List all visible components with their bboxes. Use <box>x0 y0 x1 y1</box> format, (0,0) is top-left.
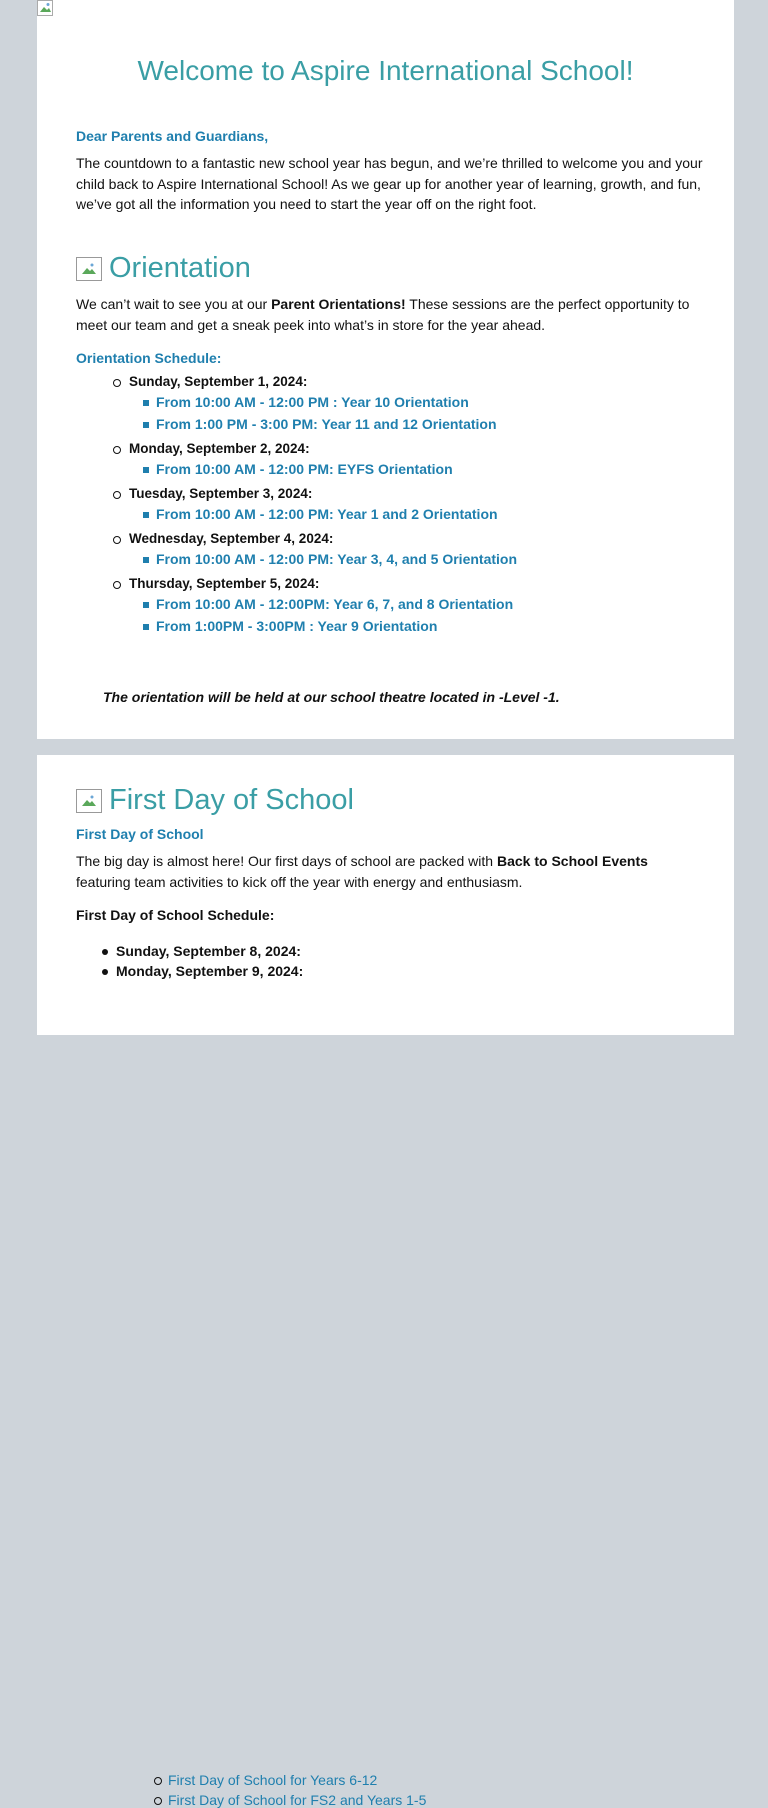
orientation-slot-link[interactable]: From 10:00 AM - 12:00 PM : Year 10 Orientation <box>129 394 713 410</box>
orientation-slot-link[interactable]: From 10:00 AM - 12:00PM: Year 6, 7, and 8 Orientation <box>129 596 713 612</box>
first-day-schedule-list <box>102 943 702 1808</box>
orientation-image-icon <box>76 257 102 281</box>
orientation-slot-link[interactable]: From 1:00PM - 3:00PM : Year 9 Orientation <box>129 618 713 634</box>
orientation-title: Orientation <box>109 252 251 284</box>
header-image-icon <box>37 0 53 16</box>
list-item: Tuesday, September 3, 2024: From 10:00 AM - 12:00 PM: Year 1 and 2 Orientation <box>113 486 713 522</box>
list-item: Sunday, September 1, 2024: From 10:00 AM - 12:00 PM : Year 10 Orientation From 1:00 PM - 3:00 PM: Year 11 and 12 Orientation <box>113 374 713 432</box>
orientation-slot-link[interactable]: From 10:00 AM - 12:00 PM: EYFS Orientation <box>129 461 713 477</box>
first-day-title: First Day of School <box>109 784 354 816</box>
first-day-description: The big day is almost here! Our first days of school are packed with Back to School Events featuring team activities to kick off the year with energy and enthusiasm. <box>76 853 648 890</box>
list-item: Thursday, September 5, 2024: From 10:00 AM - 12:00PM: Year 6, 7, and 8 Orientation From 1:00PM - 3:00PM : Year 9 Orientation <box>113 576 713 634</box>
email-background <box>20 0 751 1808</box>
orientation-slot-link[interactable]: From 10:00 AM - 12:00 PM: Year 3, 4, and 5 Orientation <box>129 551 713 567</box>
list-item: Monday, September 2, 2024: From 10:00 AM - 12:00 PM: EYFS Orientation <box>113 441 713 477</box>
first-day-detail: First Day of School for FS2 and Years 1-5 <box>141 1792 426 1808</box>
first-day-detail: First Day of School for Years 6-12 <box>141 1772 377 1788</box>
welcome-card <box>37 0 734 739</box>
orientation-description: We can’t wait to see you at our Parent Orientations! These sessions are the perfect opportunity to meet our team and get a sneak peek into what’s in store for the year ahead. <box>76 296 690 333</box>
list-item: Monday, September 9, 2024: First Day of School for FS2 and Years 1-5 <box>102 963 702 979</box>
intro-paragraph: The countdown to a fantastic new school year has begun, and we’re thrilled to welcome you and your child back to Aspire International School! As we gear up for another year of learning, growth, and fun, we’ve got all the information you need to start the year off on the right foot. <box>76 155 703 212</box>
first-day-subheading: First Day of School <box>76 826 204 842</box>
orientation-slot-link[interactable]: From 10:00 AM - 12:00 PM: Year 1 and 2 Orientation <box>129 506 713 522</box>
list-item: Wednesday, September 4, 2024: From 10:00 AM - 12:00 PM: Year 3, 4, and 5 Orientation <box>113 531 713 567</box>
orientation-location-note: The orientation will be held at our school theatre located in -Level -1. <box>103 689 560 705</box>
page-title: Welcome to Aspire International School! <box>137 55 634 86</box>
first-day-image-icon <box>76 789 102 813</box>
first-day-heading <box>76 784 354 817</box>
list-item: Sunday, September 8, 2024: First Day of School for Years 6-12 <box>102 943 702 959</box>
orientation-schedule-title: Orientation Schedule: <box>76 350 222 366</box>
greeting: Dear Parents and Guardians, <box>76 128 269 144</box>
orientation-schedule-list <box>113 374 713 643</box>
orientation-slot-link[interactable]: From 1:00 PM - 3:00 PM: Year 11 and 12 Orientation <box>129 416 713 432</box>
first-day-schedule-title: First Day of School Schedule: <box>76 907 275 923</box>
orientation-heading <box>76 252 251 285</box>
